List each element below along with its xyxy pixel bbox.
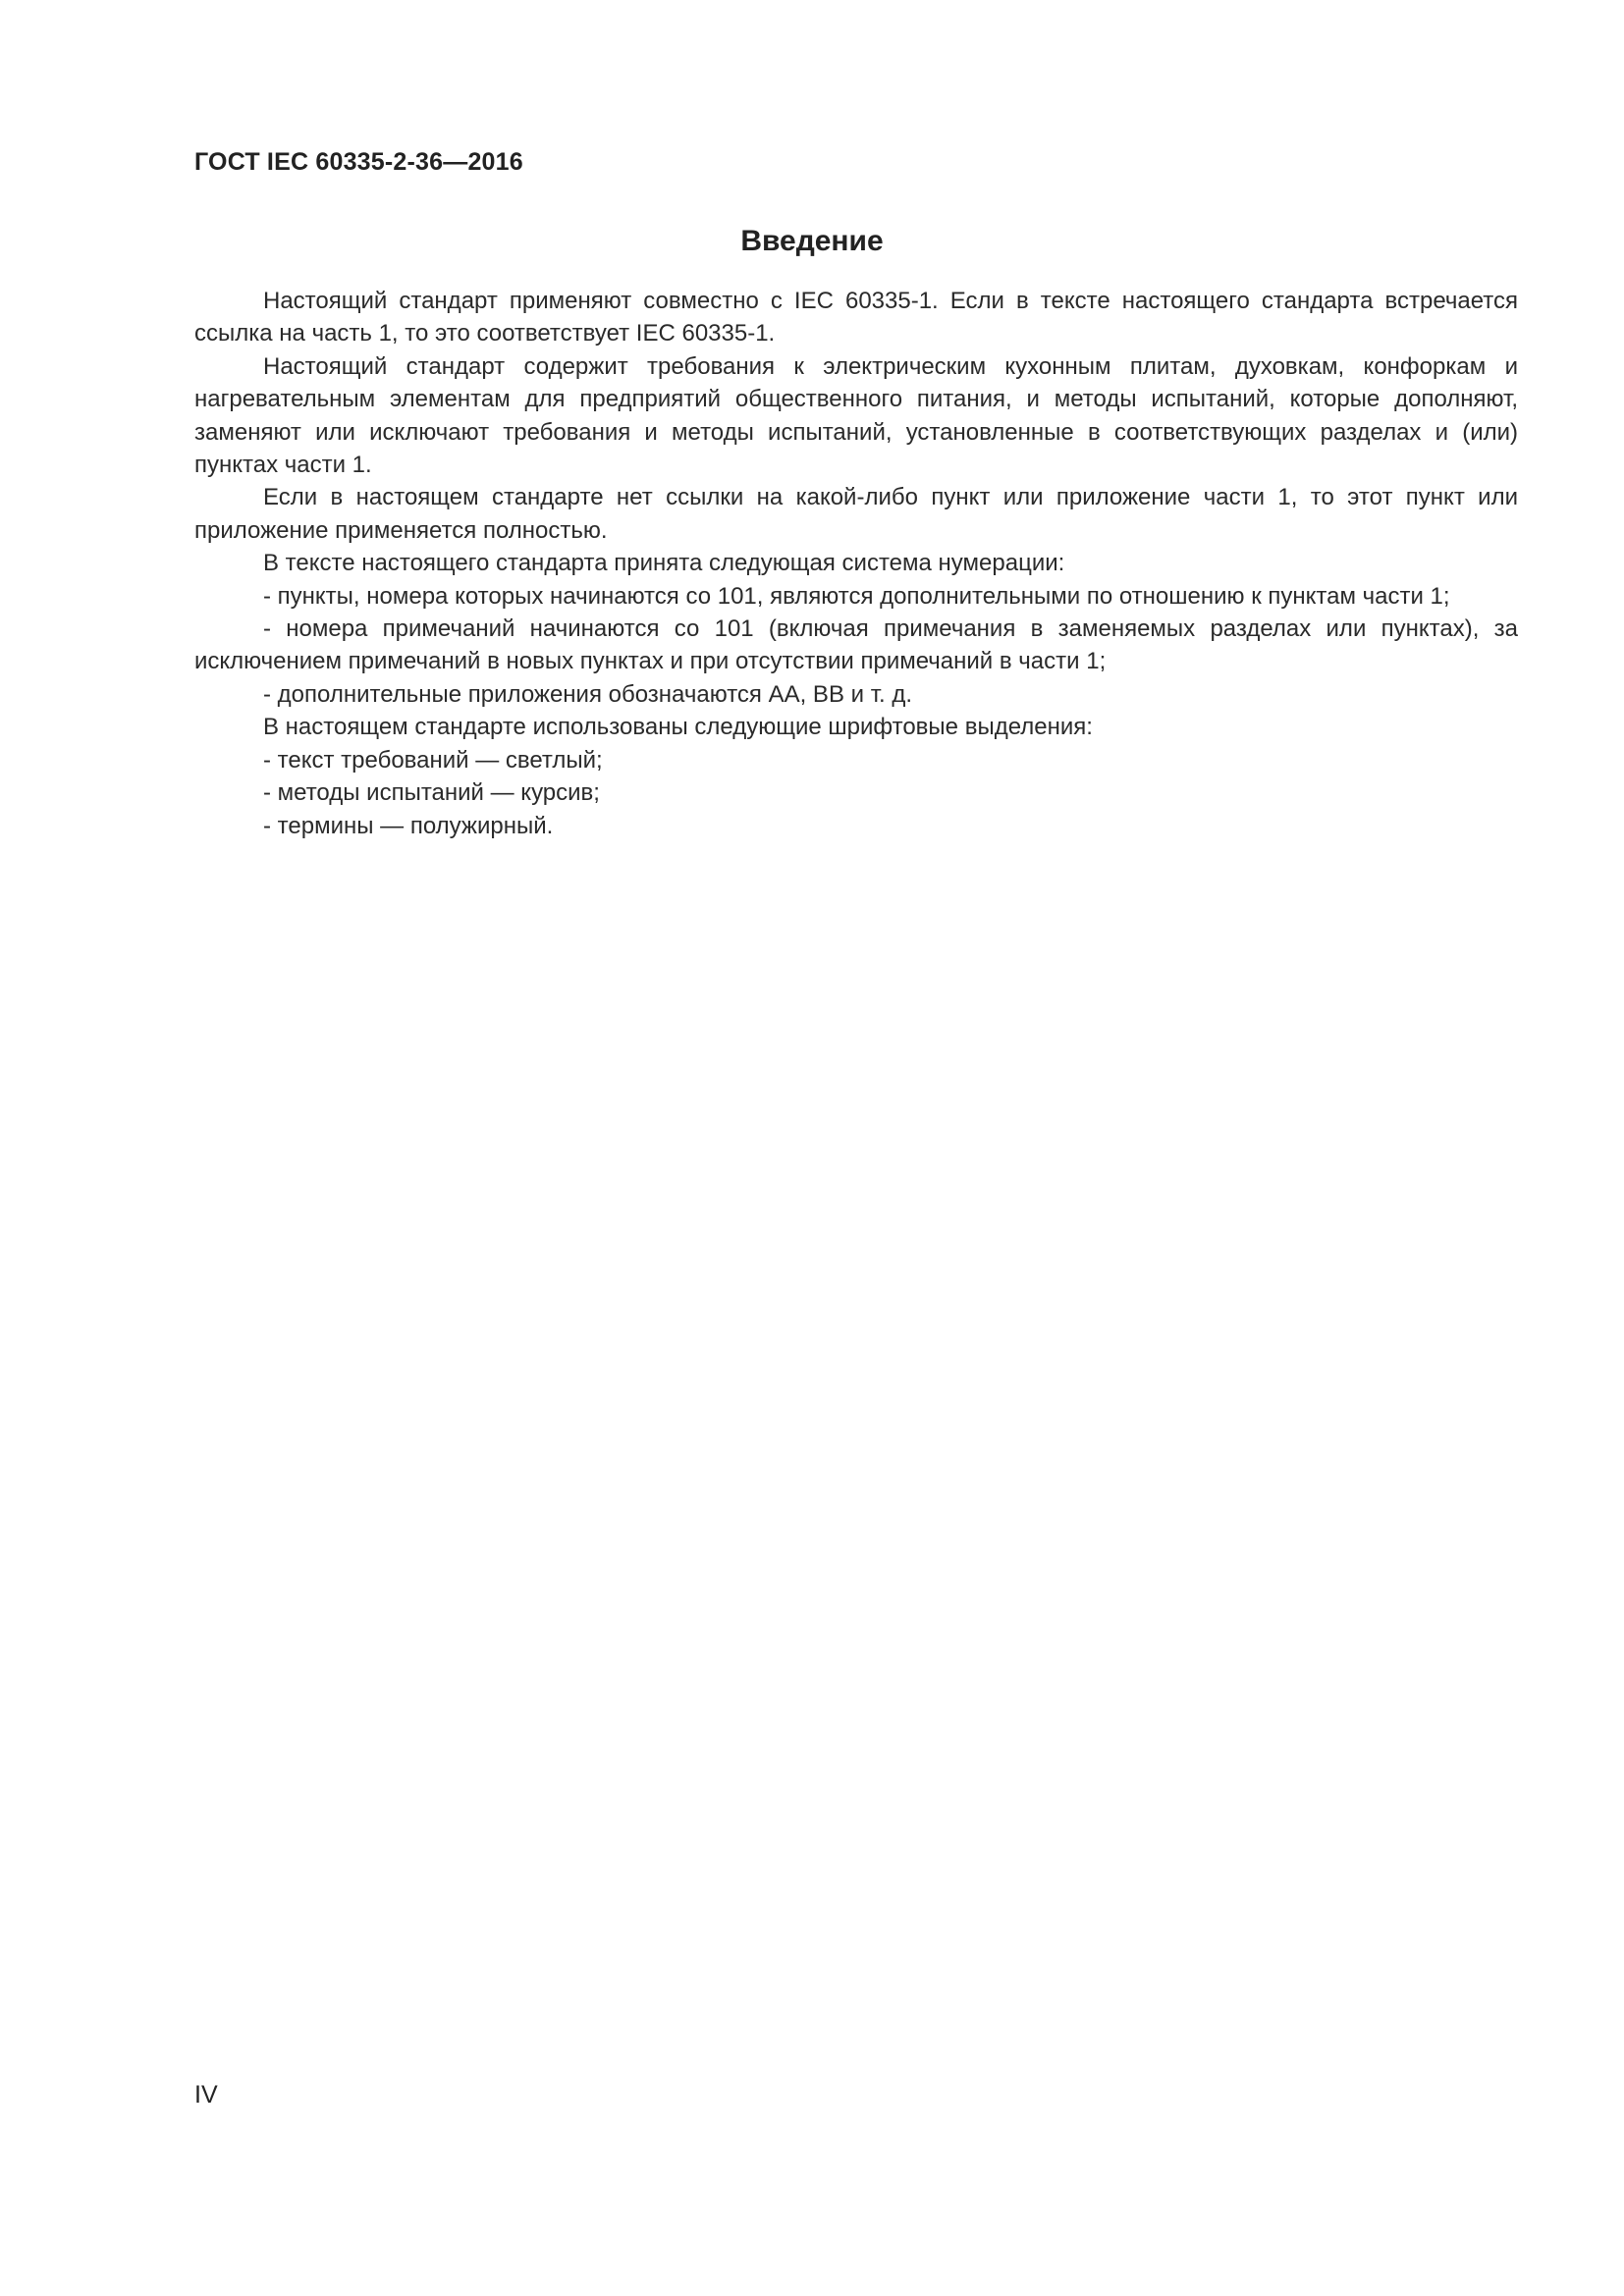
document-header: ГОСТ IEC 60335-2-36—2016 [194, 148, 523, 176]
paragraph: Настоящий стандарт применяют совместно с IEC 60335-1. Если в тексте настоящего стандарта встречается ссылка на часть 1, то это соответствует IEC 60335-1. [194, 288, 1518, 347]
list-item: - термины — полужирный. [263, 812, 554, 839]
paragraph: В тексте настоящего стандарта принята следующая система нумерации: [263, 550, 1065, 577]
paragraph: В настоящем стандарте использованы следующие шрифтовые выделения: [263, 714, 1093, 741]
paragraph: Настоящий стандарт содержит требования к электрическим кухонным плитам, духовкам, конфоркам и нагревательным элементам для предприятий общественного питания, и методы испытаний, которые дополняют, заменяют или исключают требования и методы испытаний, установленные в соответствующих разделах и (или) пунктах части 1. [194, 352, 1518, 479]
paragraph: Если в настоящем стандарте нет ссылки на какой-либо пункт или приложение части 1, то этот пункт или приложение применяется полностью. [194, 484, 1518, 544]
introduction-body [194, 285, 1518, 842]
list-item: - методы испытаний — курсив; [263, 779, 600, 807]
section-title: Введение [740, 225, 884, 257]
list-item: - пункты, номера которых начинаются со 101, являются дополнительными по отношению к пунктам части 1; [263, 582, 1450, 610]
page-number: IV [194, 2081, 218, 2109]
list-item: - номера примечаний начинаются со 101 (включая примечания в заменяемых разделах или пунктах), за исключением примечаний в новых пунктах и при отсутствии примечаний в части 1; [194, 615, 1518, 675]
list-item: - дополнительные приложения обозначаются АА, ВВ и т. д. [263, 680, 913, 708]
list-item: - текст требований — светлый; [263, 746, 603, 774]
